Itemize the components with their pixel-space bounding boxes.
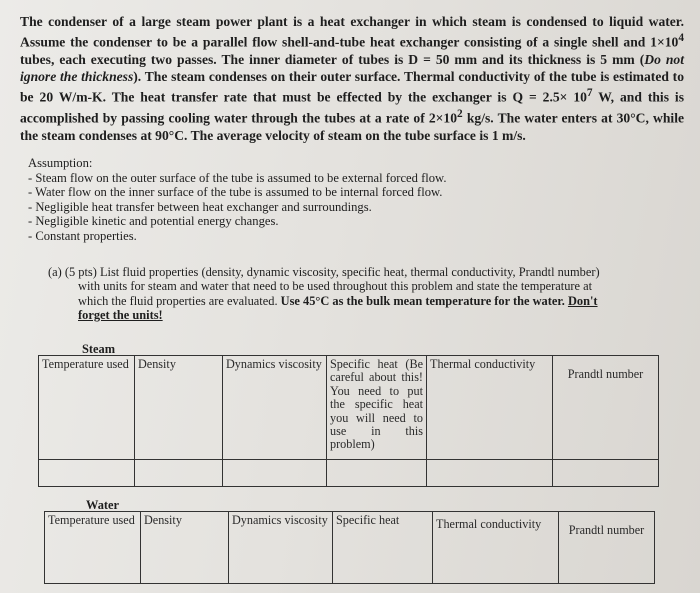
flow-rate-exponent: 2 <box>457 108 463 121</box>
table-row <box>45 512 655 584</box>
steam-prandtl-cell[interactable] <box>553 460 659 487</box>
question-line-3 <box>48 294 688 308</box>
thickness-label: thickness <box>527 51 582 67</box>
assumption-item: - Water flow on the inner surface of the tube is assumed to be internal forced flow. <box>28 185 443 200</box>
water-properties-table <box>44 511 655 584</box>
inner-diameter-label: inner diameter <box>249 51 337 67</box>
assumptions-heading: Assumption: <box>28 156 93 170</box>
heat-rate-exponent: 7 <box>586 87 593 100</box>
steam-table-caption: Steam <box>82 342 116 356</box>
water-density-header: Density <box>141 512 229 584</box>
steam-prandtl-header: Prandtl number <box>553 356 659 460</box>
steam-density-header: Density <box>135 356 223 460</box>
question-line-4 <box>48 308 688 322</box>
steam-specific-heat-cell[interactable] <box>327 460 427 487</box>
water-specific-heat-header: Specific heat <box>333 512 433 584</box>
assumption-item: - Negligible kinetic and potential energy changes. <box>28 214 279 229</box>
question-a <box>48 265 688 323</box>
problem-text-7: kg/s. The water enters at 30°C, while the steam condenses at 90°C. The average velocity of steam on the tube surface is 1 m/s. <box>20 110 685 143</box>
bulk-temperature-instruction: Use 45°C as the bulk mean temperature for the water. <box>280 293 565 308</box>
steam-temperature-header: Temperature used <box>39 356 135 460</box>
table-row <box>39 356 659 460</box>
problem-statement <box>20 13 684 144</box>
water-prandtl-header: Prandtl number <box>559 512 655 584</box>
problem-text-1: The condenser of a large steam power plant is a heat exchanger in which steam is condensed to liquid water. Assume the condenser to be a parallel flow shell-and-tube heat exchanger consisting of a single shell and 1×10 <box>20 14 684 50</box>
question-line-2: with units for steam and water that need to be used throughout this problem and state the temperature at <box>78 279 593 294</box>
problem-text-5: ). The steam condenses on their outer surface. Thermal conductivity of the tube is estimated to be 20 W/m-K. The heat transfer rate that must be effected by the exchanger is Q = 2.5× 10 <box>20 69 684 105</box>
tube-count-exponent: 4 <box>678 32 684 45</box>
steam-viscosity-cell[interactable] <box>223 460 327 487</box>
steam-temperature-cell[interactable] <box>39 460 135 487</box>
problem-text-3: of tubes is D = 50 mm and its <box>336 51 528 67</box>
units-reminder-1: Don't <box>567 293 598 308</box>
question-line-1: (a) (5 pts) List fluid properties (density, dynamic viscosity, specific heat, thermal conductivity, Prandtl number) <box>48 265 600 279</box>
problem-text-4: is 5 mm ( <box>581 51 645 67</box>
water-conductivity-header: Thermal conductivity <box>433 512 559 584</box>
water-viscosity-header: Dynamics viscosity <box>229 512 333 584</box>
assumption-item: - Negligible heat transfer between heat exchanger and surroundings. <box>28 199 372 214</box>
problem-text-2: tubes, each executing two passes. The <box>20 51 250 67</box>
assumption-item: - Constant properties. <box>28 228 137 243</box>
steam-properties-table <box>38 355 659 487</box>
assumption-item: - Steam flow on the outer surface of the tube is assumed to be external forced flow. <box>28 170 447 185</box>
steam-density-cell[interactable] <box>135 460 223 487</box>
water-temperature-header: Temperature used <box>45 512 141 584</box>
thickness-note: Do not ignore the thickness <box>20 51 684 85</box>
water-table-caption: Water <box>86 498 120 512</box>
steam-conductivity-cell[interactable] <box>427 460 553 487</box>
question-line-3-text: which the fluid properties are evaluated. <box>78 293 281 308</box>
assumptions-block <box>28 156 588 244</box>
steam-viscosity-header: Dynamics viscosity <box>223 356 327 460</box>
table-row <box>39 460 659 487</box>
steam-conductivity-header: Thermal conductivity <box>427 356 553 460</box>
steam-specific-heat-header: Specific heat (Be careful about this! You need to put the specific heat you will need to use in this problem) <box>327 356 427 460</box>
problem-text-6: W, and this is accomplished by passing cooling water through the tubes at a rate of 2×10 <box>20 89 684 126</box>
units-reminder-2: forget the units! <box>78 308 163 323</box>
